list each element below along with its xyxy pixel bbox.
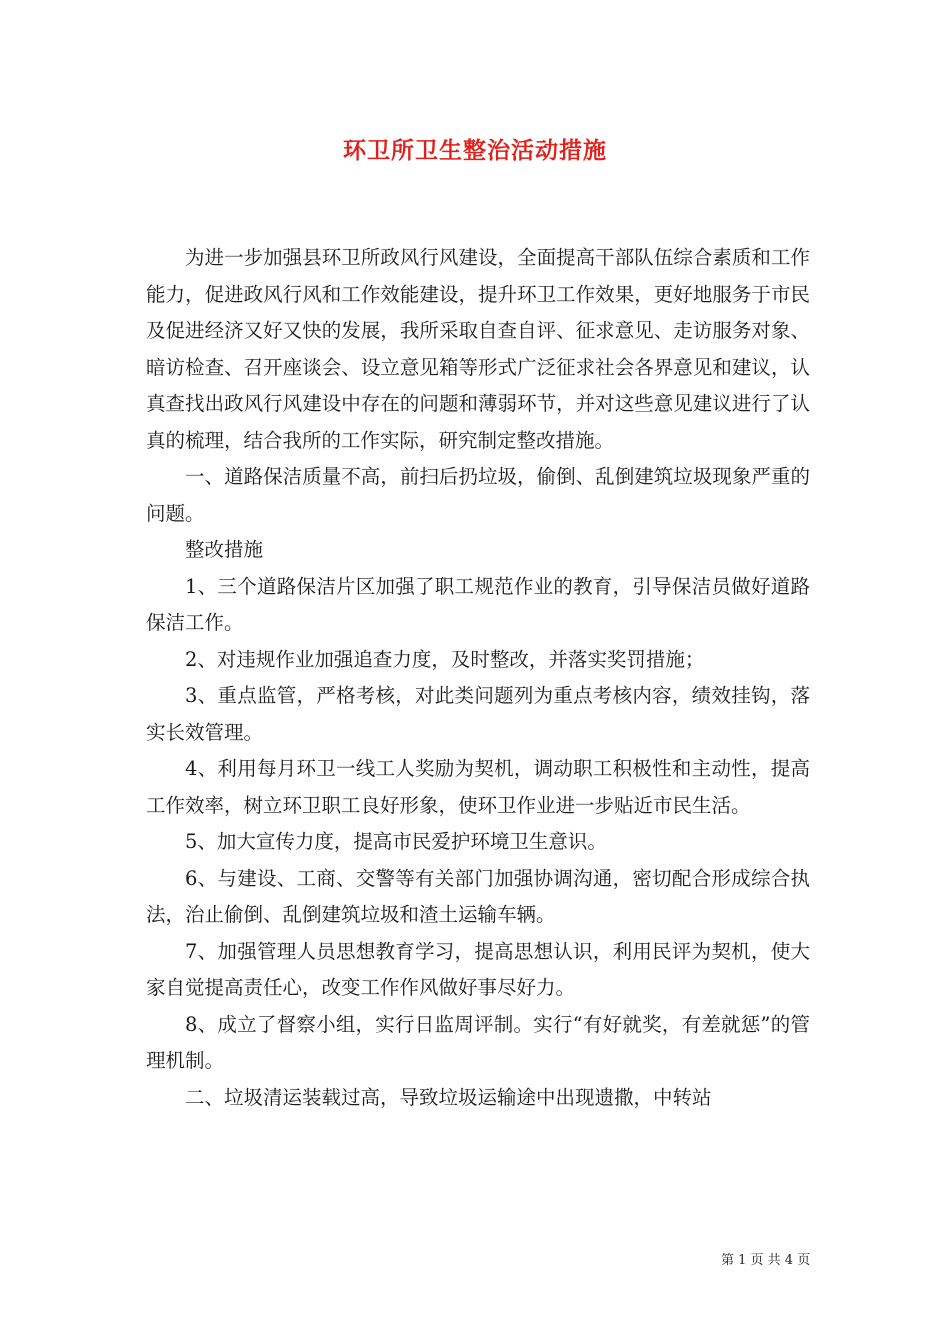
list-item: 5、加大宣传力度，提高市民爱护环境卫生意识。 (185, 830, 607, 853)
section-heading: 一、道路保洁质量不高，前扫后扔垃圾，偷倒、乱倒建筑垃圾现象严重的问题。 (146, 465, 810, 525)
document-body (146, 240, 810, 1116)
document-title: 环卫所卫生整治活动措施 (343, 137, 607, 164)
body-paragraph: 为进一步加强县环卫所政风行风建设，全面提高干部队伍综合素质和工作能力，促进政风行风和工作效能建设，提升环卫工作效果，更好地服务于市民及促进经济又好又快的发展，我所采取自查自评、征求意见、走访服务对象、暗访检查、召开座谈会、设立意见箱等形式广泛征求社会各界意见和建议，认真查找出政风行风建设中存在的问题和薄弱环节，并对这些意见建议进行了认真的梳理，结合我所的工作实际，研究制定整改措施。 (146, 246, 810, 452)
section-heading: 二、垃圾清运装载过高，导致垃圾运输途中出现遗撒，中转站 (185, 1085, 712, 1109)
list-item: 4、利用每月环卫一线工人奖励为契机，调动职工积极性和主动性，提高工作效率，树立环卫职工良好形象，使环卫作业进一步贴近市民生活。 (146, 757, 810, 817)
list-item: 8、成立了督察小组，实行日监周评制。实行“有好就奖，有差就惩”的管理机制。 (146, 1012, 810, 1072)
subsection-heading: 整改措施 (185, 538, 264, 561)
list-item: 6、与建设、工商、交警等有关部门加强协调沟通，密切配合形成综合执法，治止偷倒、乱倒建筑垃圾和渣土运输车辆。 (146, 866, 810, 926)
page-number: 第 1 页 共 4 页 (721, 1253, 811, 1268)
list-item: 2、对违规作业加强追查力度，及时整改，并落实奖罚措施； (185, 647, 705, 671)
list-item: 3、重点监管，严格考核，对此类问题列为重点考核内容，绩效挂钩，落实长效管理。 (146, 684, 810, 744)
list-item: 1、三个道路保洁片区加强了职工规范作业的教育，引导保洁员做好道路保洁工作。 (146, 574, 810, 634)
list-item: 7、加强管理人员思想教育学习，提高思想认识，利用民评为契机，使大家自觉提高责任心，改变工作作风做好事尽好力。 (146, 939, 810, 999)
